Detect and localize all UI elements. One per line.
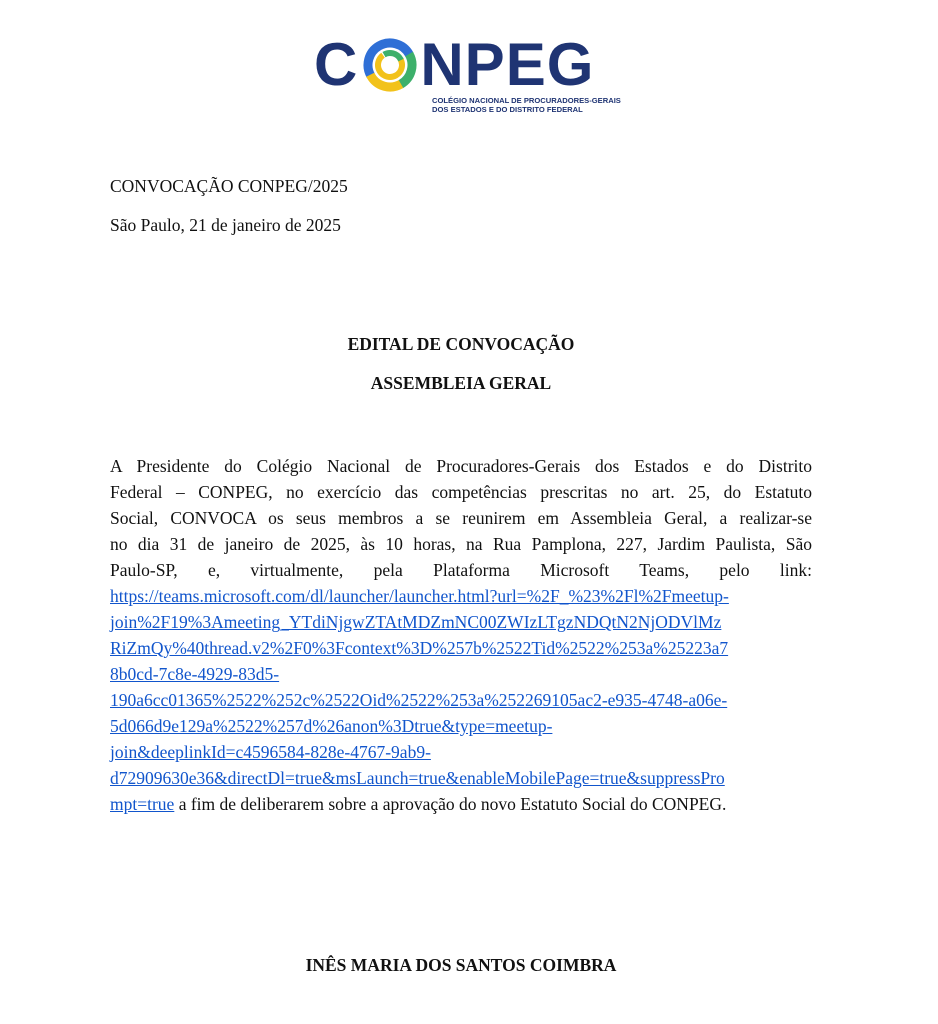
body-line: Federal – CONPEG, no exercício das competências prescritas no art. 25, do Estatuto (110, 482, 812, 502)
body-line: Social, CONVOCA os seus membros a se reunirem em Assembleia Geral, a realizar-se (110, 508, 812, 528)
body-line: A Presidente do Colégio Nacional de Procuradores-Gerais dos Estados e do Distrito (110, 456, 812, 476)
teams-link[interactable]: d72909630e36&directDl=true&msLaunch=true&enableMobilePage=true&suppressPro (110, 768, 725, 788)
logo-ring-icon (362, 37, 418, 93)
logo-wordmark (314, 31, 595, 98)
body-paragraph (110, 453, 812, 817)
document-id: CONVOCAÇÃO CONPEG/2025 (110, 176, 348, 196)
place-date: São Paulo, 21 de janeiro de 2025 (110, 215, 341, 235)
title-edital: EDITAL DE CONVOCAÇÃO (347, 334, 575, 354)
teams-link[interactable]: join&deeplinkId=c4596584-828e-4767-9ab9- (110, 742, 431, 762)
teams-link[interactable]: RiZmQy%40thread.v2%2F0%3Fcontext%3D%257b%2522Tid%2522%253a%25223a7 (110, 638, 729, 658)
teams-link[interactable]: 5d066d9e129a%2522%257d%26anon%3Dtrue&type=meetup- (110, 716, 553, 736)
conpeg-logo (314, 31, 621, 116)
teams-link[interactable]: mpt=true (110, 794, 175, 814)
logo-letter-c: C (314, 31, 359, 98)
logo-subtitle (432, 96, 621, 114)
logo-subtitle-line2: DOS ESTADOS E DO DISTRITO FEDERAL (432, 105, 583, 114)
teams-link[interactable]: 8b0cd-7c8e-4929-83d5- (110, 664, 280, 684)
title-assembleia: ASSEMBLEIA GERAL (370, 373, 552, 393)
teams-link[interactable]: https://teams.microsoft.com/dl/launcher/launcher.html?url=%2F_%23%2Fl%2Fmeetup- (110, 586, 729, 606)
body-line: no dia 31 de janeiro de 2025, às 10 horas, na Rua Pamplona, 227, Jardim Paulista, São (110, 534, 812, 554)
closing-text: a fim de deliberarem sobre a aprovação do novo Estatuto Social do CONPEG. (174, 794, 727, 814)
teams-link[interactable]: 190a6cc01365%2522%252c%2522Oid%2522%253a%252269105ac2-e935-4748-a06e- (110, 690, 728, 710)
body-line: Paulo-SP, e, virtualmente, pela Plataforma Microsoft Teams, pelo link: (110, 560, 812, 580)
signatory-name: INÊS MARIA DOS SANTOS COIMBRA (305, 955, 617, 975)
logo-letters: NPEG (420, 31, 595, 98)
logo-subtitle-line1: COLÉGIO NACIONAL DE PROCURADORES-GERAIS (432, 96, 621, 105)
teams-link[interactable]: join%2F19%3Ameeting_YTdiNjgwZTAtMDZmNC00ZWIzLTgzNDQtN2NjODVlMz (110, 612, 722, 632)
